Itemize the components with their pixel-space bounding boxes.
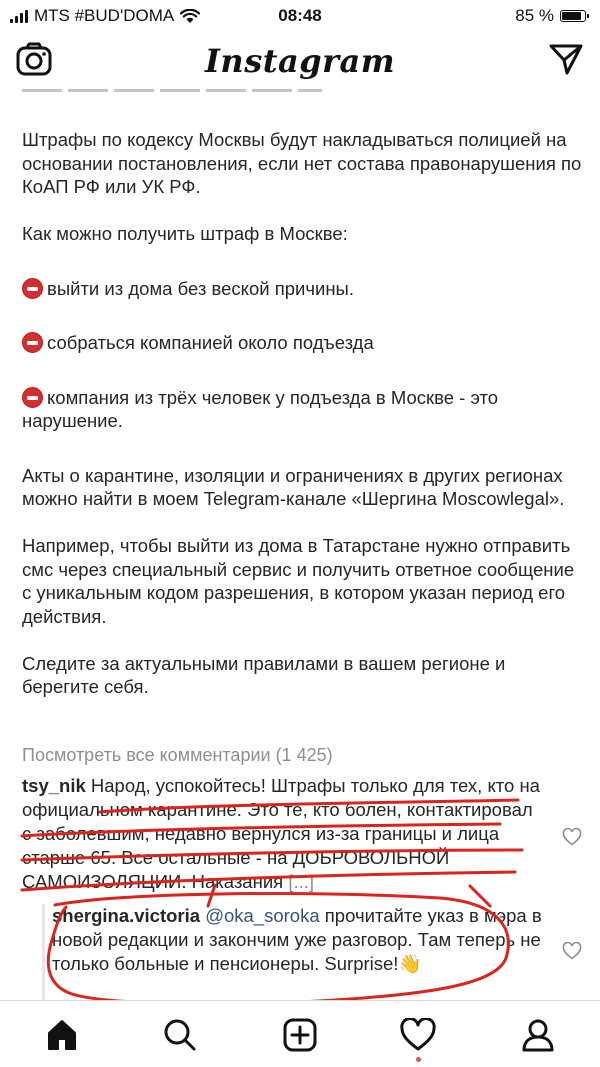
reply-text: прочитайте указ в мэра в новой редакции и закончим уже разговор. Там теперь не только больные и пенсионеры. Surprise! [52, 905, 542, 974]
comment [22, 774, 542, 894]
mention-link[interactable]: @oka_soroka [205, 905, 320, 926]
tab-home[interactable] [42, 1015, 82, 1055]
caption-paragraph: Акты о карантине, изоляции и ограничениях в других регионах можно найти в моем Telegram-канале «Шергина Moscowlegal». [22, 464, 565, 509]
new-post-icon [283, 1018, 317, 1052]
instagram-logo[interactable]: Instagram [204, 42, 396, 80]
search-icon [163, 1018, 197, 1052]
tab-profile[interactable] [518, 1015, 558, 1055]
battery-icon [560, 10, 586, 22]
tab-new-post[interactable] [280, 1015, 320, 1055]
status-right [515, 6, 586, 26]
more-link[interactable]: [...] [288, 871, 315, 892]
caption-paragraph: Как можно получить штраф в Москве: [22, 223, 348, 244]
caption-bullet-text: выйти из дома без веской причины. [47, 277, 354, 299]
caption-bullet [22, 331, 582, 355]
cut-off-text-line [22, 86, 322, 92]
comment-reply [52, 904, 542, 976]
carrier-name: MTS #BUD'DOMA [34, 6, 175, 25]
bottom-tab-bar [0, 1000, 600, 1067]
comment-text: Народ, успокойтесь! Штрафы только для тех, кто на официальном карантине. Это те, кто болен, контактировал с заболевшим, недавно вернулся из-за границы и лица старше 65. Все остальные - на ДОБРОВОЛЬНОЙ САМОИЗОЛЯЦИИ. Наказания [22, 775, 540, 892]
view-all-comments-link[interactable]: Посмотреть все комментарии (1 425) [22, 745, 333, 765]
no-entry-icon [22, 278, 43, 299]
home-icon [45, 1018, 79, 1052]
caption-paragraph: Штрафы по кодексу Москвы будут накладываться полицией на основании постановления, если нет состава правонарушения по КоАП РФ или УК РФ. [22, 129, 582, 197]
top-nav [0, 32, 600, 90]
profile-icon [521, 1018, 555, 1052]
status-bar [0, 0, 600, 32]
no-entry-icon [22, 387, 43, 408]
like-reply-heart-icon[interactable] [562, 942, 582, 960]
caption-paragraph: Следите за актуальными правилами в вашем регионе и берегите себя. [22, 652, 506, 697]
post-caption [22, 128, 582, 699]
activity-notification-dot [416, 1057, 421, 1062]
caption-bullet-text: собраться компанией около подъезда [47, 332, 374, 353]
battery-level [562, 12, 581, 20]
reply-thread-line [42, 904, 45, 1000]
tab-activity[interactable] [398, 1015, 438, 1055]
caption-paragraph: Например, чтобы выйти из дома в Татарстане нужно отправить смс через специальный сервис и получить ответное сообщение с уникальным кодом разрешения, в котором указан период его действия. [22, 535, 575, 627]
caption-bullet-text: компания из трёх человек у подъезда в Москве - это нарушение. [22, 386, 499, 431]
reply-username[interactable]: shergina.victoria [52, 905, 201, 926]
status-time: 08:48 [278, 6, 322, 25]
like-comment-heart-icon[interactable] [562, 828, 582, 846]
tab-search[interactable] [160, 1015, 200, 1055]
waving-hand-emoji: 👋 [398, 953, 422, 974]
battery-percent: 85 % [515, 6, 554, 25]
no-entry-icon [22, 332, 43, 353]
caption-bullet [22, 277, 582, 301]
comment-username[interactable]: tsy_nik [22, 775, 86, 796]
activity-heart-icon [400, 1018, 436, 1052]
caption-bullet [22, 386, 582, 433]
paper-plane-icon[interactable] [548, 42, 584, 76]
